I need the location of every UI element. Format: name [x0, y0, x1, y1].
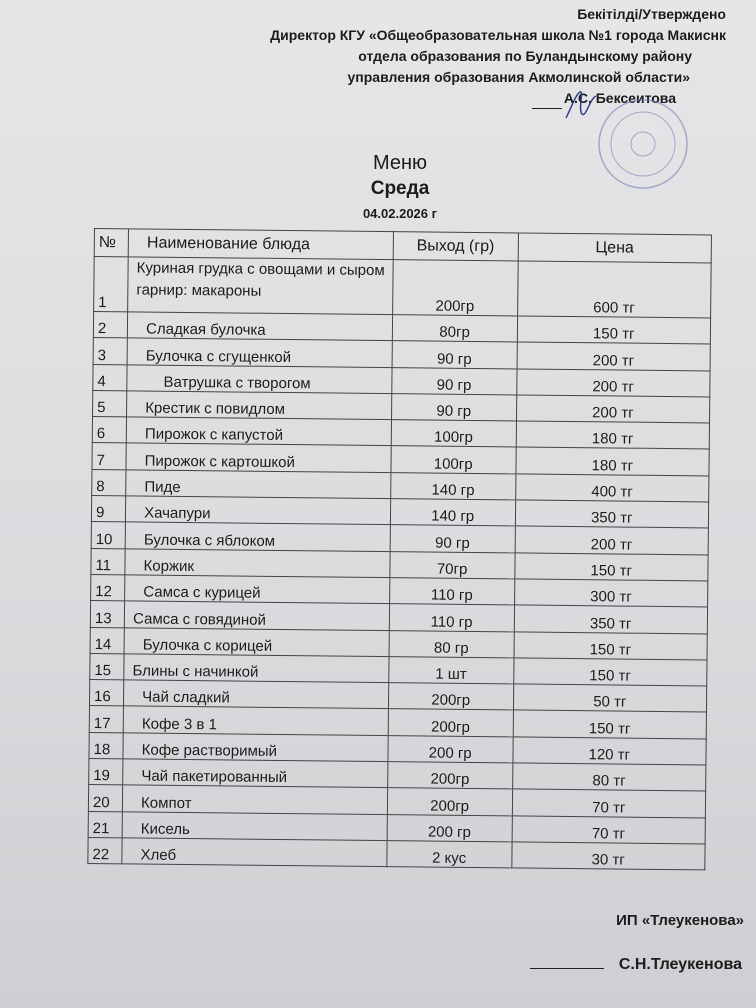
- row-output: 200 гр: [387, 814, 512, 842]
- row-number: 17: [89, 706, 123, 733]
- row-number: 18: [89, 732, 123, 759]
- row-dish-name: Блины с начинкой: [124, 654, 389, 683]
- row-number: 20: [88, 785, 122, 812]
- row-dish-name: Самса с говядиной: [124, 601, 389, 630]
- column-header-number: №: [94, 229, 128, 257]
- row-dish-name: Кофе растворимый: [123, 733, 388, 762]
- row-output: 200гр: [387, 788, 512, 816]
- approval-administration: управления образования Акмолинской области»: [347, 69, 690, 85]
- footer-company: ИП «Тлеукенова»: [616, 912, 744, 929]
- row-number: 13: [90, 601, 124, 628]
- approval-block: [186, 4, 726, 109]
- row-dish-name: Кофе 3 в 1: [123, 706, 388, 735]
- approval-department: отдела образования по Буландынскому району: [358, 48, 692, 64]
- row-price: 200 тг: [517, 342, 711, 370]
- row-number: 22: [88, 837, 122, 864]
- row-output: 90 гр: [392, 367, 517, 395]
- table-row: [94, 257, 712, 318]
- row-price: 180 тг: [516, 421, 710, 449]
- row-output: 100гр: [391, 446, 516, 474]
- footer-signature-blank: [530, 968, 604, 969]
- row-number: 2: [93, 312, 127, 339]
- row-price: 120 тг: [513, 737, 707, 765]
- row-output: 90 гр: [392, 341, 517, 369]
- page-title: Меню: [372, 152, 428, 174]
- row-dish-name: Пирожок с капустой: [126, 417, 391, 446]
- column-header-output: Выход (гр): [393, 232, 518, 261]
- row-output: 2 кус: [387, 841, 512, 869]
- row-price: 150 тг: [517, 316, 711, 344]
- column-header-name: Наименование блюда: [128, 229, 393, 260]
- row-number: 6: [92, 417, 126, 444]
- row-output: 80гр: [392, 315, 517, 343]
- row-price: 150 тг: [514, 631, 708, 659]
- row-output: 1 шт: [389, 656, 514, 684]
- row-dish-name: Чай сладкий: [124, 680, 389, 709]
- row-number: 3: [93, 338, 127, 365]
- row-number: 8: [92, 469, 126, 496]
- row-price: 150 тг: [514, 553, 708, 581]
- row-dish-name: Ватрушка с творогом: [127, 364, 392, 393]
- row-dish-name: Пирожок с картошкой: [126, 443, 391, 472]
- row-number: 16: [89, 680, 123, 707]
- row-price: 350 тг: [514, 605, 708, 633]
- row-number: 14: [90, 627, 124, 654]
- row-dish-name: Булочка с сгущенкой: [127, 338, 392, 367]
- approval-signer: А.С. Бексеитова: [563, 90, 676, 106]
- day-title: Среда: [370, 178, 430, 199]
- row-price: 50 тг: [513, 684, 707, 712]
- row-price: 200 тг: [515, 526, 709, 554]
- footer-signature-line: [530, 956, 742, 974]
- row-dish-name: Коржик: [125, 549, 390, 578]
- row-number: 15: [90, 653, 124, 680]
- row-dish-name: Хлеб: [122, 838, 387, 867]
- row-price: 350 тг: [515, 500, 709, 528]
- row-number: 1: [94, 257, 129, 312]
- row-number: 10: [91, 522, 125, 549]
- row-output: 70гр: [390, 551, 515, 579]
- row-output: 200гр: [388, 683, 513, 711]
- row-output: 80 гр: [389, 630, 514, 658]
- row-dish-name: Крестик с повидлом: [127, 391, 392, 420]
- row-number: 19: [89, 759, 123, 786]
- row-output: 90 гр: [390, 525, 515, 553]
- row-dish-name: Кисель: [122, 811, 387, 840]
- row-price: 30 тг: [511, 842, 705, 870]
- row-output: 200гр: [392, 260, 517, 316]
- row-dish-name: Хачапури: [126, 496, 391, 525]
- row-dish-name: Булочка с корицей: [124, 627, 389, 656]
- column-header-price: Цена: [518, 233, 712, 263]
- row-output: 140 гр: [390, 499, 515, 527]
- row-price: 150 тг: [513, 710, 707, 738]
- row-dish-name: Компот: [123, 785, 388, 814]
- row-dish-name: Самса с курицей: [125, 575, 390, 604]
- row-price: 200 тг: [516, 395, 710, 423]
- row-number: 12: [91, 574, 125, 601]
- row-price: 150 тг: [513, 658, 707, 686]
- row-dish-name: Куриная грудка с овощами и сыром гарнир: макароны: [128, 257, 393, 315]
- row-output: 110 гр: [389, 604, 514, 632]
- row-dish-name: Сладкая булочка: [127, 312, 392, 341]
- row-number: 9: [91, 496, 125, 523]
- row-price: 70 тг: [512, 789, 706, 817]
- row-number: 5: [93, 390, 127, 417]
- row-dish-name: Чай пакетированный: [123, 759, 388, 788]
- row-output: 140 гр: [390, 472, 515, 500]
- row-output: 100гр: [391, 420, 516, 448]
- row-number: 11: [91, 548, 125, 575]
- row-price: 400 тг: [515, 474, 709, 502]
- menu-table: [87, 228, 712, 871]
- row-price: 200 тг: [516, 369, 710, 397]
- row-output: 200гр: [387, 762, 512, 790]
- row-price: 70 тг: [512, 816, 706, 844]
- signature-blank: [532, 94, 562, 109]
- row-dish-name: Булочка с яблоком: [125, 522, 390, 551]
- footer-signer: С.Н.Тлеукенова: [618, 956, 742, 973]
- row-output: 200гр: [388, 709, 513, 737]
- row-number: 21: [88, 811, 122, 838]
- menu-table-body: [88, 257, 711, 871]
- row-number: 4: [93, 364, 127, 391]
- approval-director: Директор КГУ «Общеобразовательная школа №1 города Макиснк: [270, 27, 726, 43]
- row-price: 180 тг: [516, 447, 710, 475]
- row-output: 110 гр: [389, 578, 514, 606]
- row-output: 200 гр: [388, 735, 513, 763]
- row-price: 300 тг: [514, 579, 708, 607]
- row-dish-name: Пиде: [126, 470, 391, 499]
- row-number: 7: [92, 443, 126, 470]
- menu-date: 04.02.2026 г: [362, 206, 438, 221]
- row-price: 600 тг: [517, 261, 711, 318]
- approval-title: Бекітілді/Утверждено: [577, 6, 726, 22]
- row-price: 80 тг: [512, 763, 706, 791]
- row-output: 90 гр: [391, 394, 516, 422]
